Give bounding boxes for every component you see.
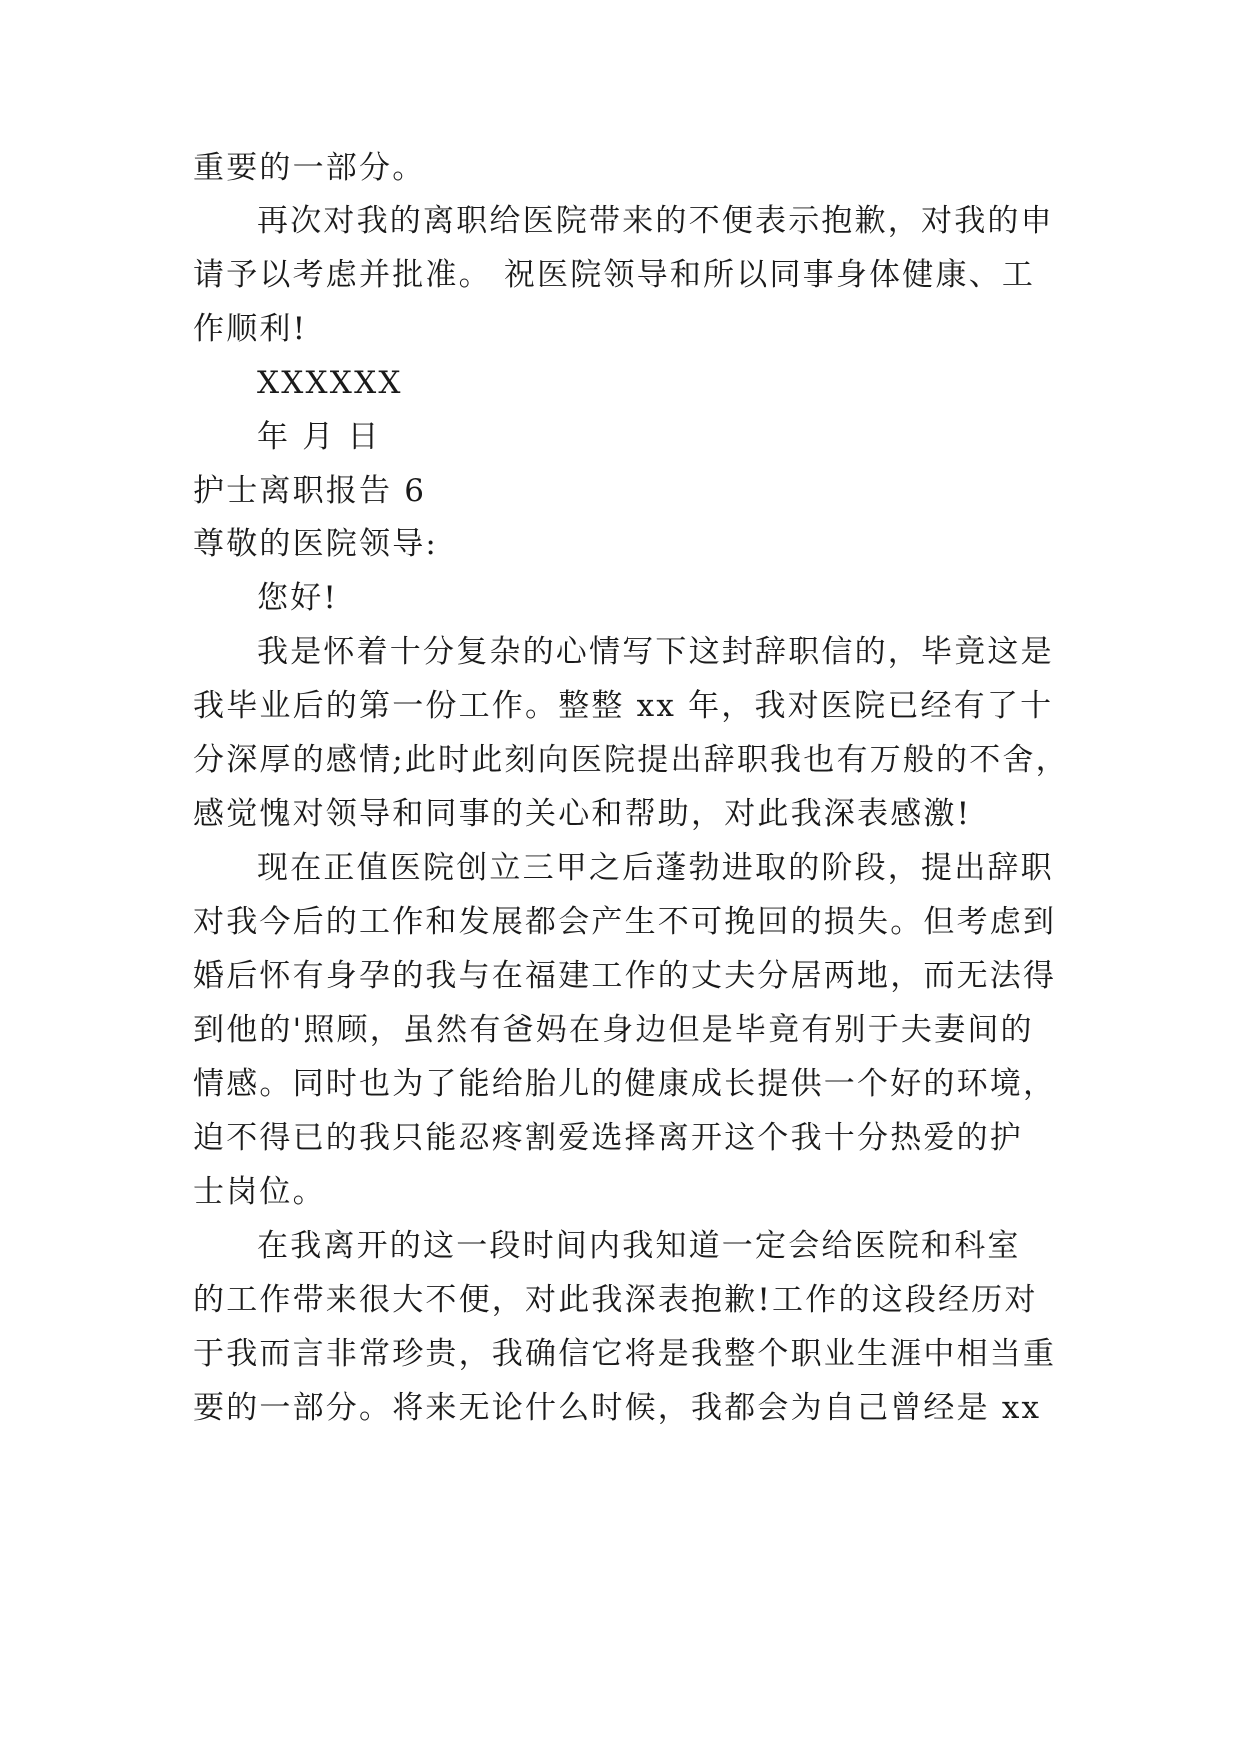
text-line: 我是怀着十分复杂的心情写下这封辞职信的，毕竟这是	[257, 634, 1054, 670]
text-line: 重要的一部分。	[193, 150, 426, 186]
text-line: 迫不得已的我只能忍疼割爱选择离开这个我十分热爱的护	[193, 1120, 1023, 1156]
section-title: 护士离职报告 6	[193, 473, 427, 509]
text-line: 婚后怀有身孕的我与在福建工作的丈夫分居两地，而无法得	[193, 958, 1057, 994]
text-line: 于我而言非常珍贵，我确信它将是我整个职业生涯中相当重	[193, 1336, 1057, 1372]
signature-placeholder: XXXXXX	[257, 365, 403, 401]
text-line: 请予以考虑并批准。 祝医院领导和所以同事身体健康、工	[193, 257, 1036, 293]
text-line: 分深厚的感情;此时此刻向医院提出辞职我也有万般的不舍，	[193, 742, 1069, 778]
greeting: 您好!	[257, 580, 339, 616]
text-line: 我毕业后的第一份工作。整整 xx 年，我对医院已经有了十	[193, 688, 1054, 724]
text-line: 在我离开的这一段时间内我知道一定会给医院和科室	[257, 1228, 1021, 1264]
text-line: 感觉愧对领导和同事的关心和帮助，对此我深表感激!	[193, 796, 972, 832]
text-line: 对我今后的工作和发展都会产生不可挽回的损失。但考虑到	[193, 904, 1057, 940]
text-line: 士岗位。	[193, 1174, 326, 1210]
text-line: 情感。同时也为了能给胎儿的健康成长提供一个好的环境，	[193, 1066, 1057, 1102]
text-line: 要的一部分。将来无论什么时候，我都会为自己曾经是 xx	[193, 1390, 1042, 1426]
text-line: 再次对我的离职给医院带来的不便表示抱歉，对我的申	[257, 203, 1054, 239]
text-line: 到他的'照顾，虽然有爸妈在身边但是毕竟有别于夫妻间的	[193, 1012, 1034, 1048]
text-line: 的工作带来很大不便，对此我深表抱歉!工作的这段经历对	[193, 1282, 1038, 1318]
text-line: 作顺利!	[193, 311, 308, 347]
text-line: 现在正值医院创立三甲之后蓬勃进取的阶段，提出辞职	[257, 850, 1054, 886]
date-placeholder: 年 月 日	[257, 419, 381, 455]
salutation: 尊敬的医院领导:	[193, 526, 439, 562]
